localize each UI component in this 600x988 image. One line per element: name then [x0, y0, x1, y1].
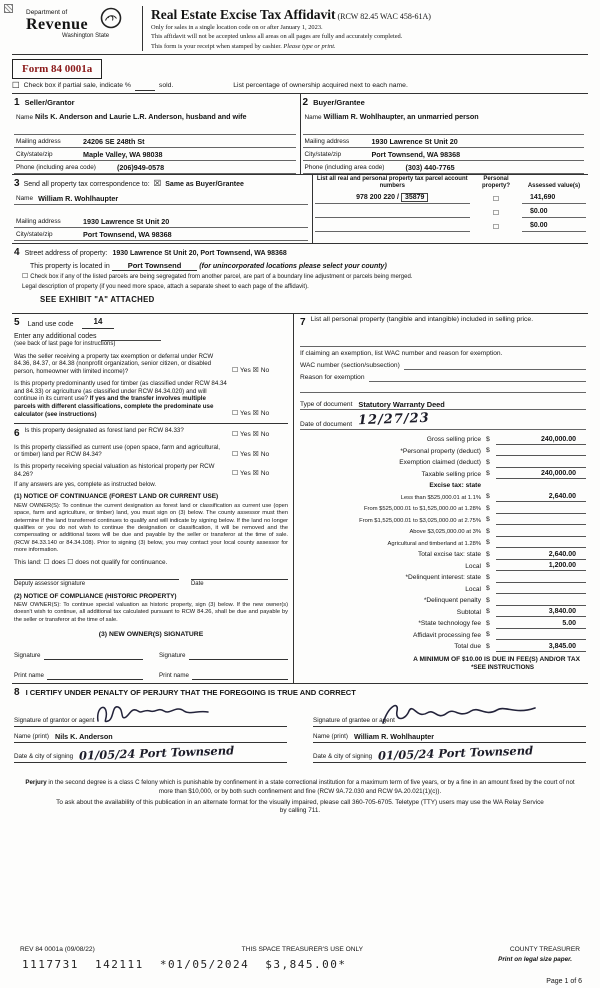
dept-line3: Washington State [62, 33, 110, 40]
personal-property-checkbox: ☐ [492, 222, 500, 231]
timber-question-row [14, 380, 288, 419]
personal-property-intro: List all personal property (tangible and intangible) included in selling price. [310, 315, 534, 323]
excise-label: Local [465, 585, 481, 593]
seller-mailing-row [14, 135, 296, 148]
parcel-table [312, 175, 588, 243]
partial-percent-blank [135, 84, 155, 91]
accessibility-notice: To ask about the availability of this publication in an alternate format for the visually impaired, please call 360-705-6705. Teletype (TTY) users may use the WA Relay Service by calling 711. [56, 798, 544, 815]
dollar-sign: $ [486, 608, 490, 616]
buyer-name-row [303, 111, 585, 135]
excise-row [300, 446, 586, 457]
dept-line2: Revenue [26, 16, 89, 34]
buyer-mailing-value: 1930 Lawrence St Unit 20 [371, 136, 458, 146]
seller-name-row [14, 111, 296, 135]
does-checkbox: ☐ [43, 557, 50, 566]
header-divider [142, 6, 143, 51]
land-qualify-row [14, 559, 288, 567]
assessed-value: 141,690 [522, 193, 586, 204]
grantor-signature-block [14, 701, 287, 763]
dollar-sign: $ [486, 493, 490, 501]
deputy-date-line: Date [191, 579, 288, 589]
excise-amount: 240,000.00 [496, 435, 586, 445]
type-of-document-value: Statutory Warranty Deed [358, 399, 445, 409]
partial-sale-row [12, 82, 588, 91]
date-of-document-label: Date of document [300, 420, 353, 428]
historic-question: Is this property receiving special valuation as historical property per RCW 84.26? [14, 463, 215, 478]
section-1-number: 1 [14, 96, 20, 108]
current-use-yes-checkbox: ☐ [232, 449, 239, 458]
buyer-name-value: William R. Wohlhaupter, an unmarried person [323, 111, 479, 121]
excise-row [300, 607, 586, 618]
section-6-number: 6 [14, 427, 20, 439]
legal-description-value: SEE EXHIBIT "A" ATTACHED [40, 294, 155, 304]
dept-line1: Department of [26, 9, 68, 16]
yes-label: Yes [240, 410, 251, 418]
dollar-sign: $ [486, 585, 490, 593]
section-4-number: 4 [14, 246, 20, 258]
dollar-sign: $ [486, 631, 490, 639]
dollar-sign: $ [486, 573, 490, 581]
header-note-3 [151, 43, 588, 51]
section-5-number: 5 [14, 316, 20, 328]
buyer-city-label: City/state/zip [304, 150, 342, 158]
parcel-row [315, 205, 586, 218]
notice-compliance-body: NEW OWNER(S): To continue special valuation as historic property, sign (3) below. If the new owner(s) doesn't wish to continue, all additional tax calculated pursuant to RCW 84.26, shall be due and payable by the seller or transferor at the time of sale. [14, 602, 288, 623]
unincorporated-note: (for unincorporated locations please select your county) [199, 262, 387, 270]
county-treasurer-label: COUNTY TREASURER [509, 946, 580, 954]
grantor-name-print-label: Name (print) [14, 733, 49, 741]
forest-yes-checkbox: ☐ [232, 430, 239, 439]
assessed-value: $0.00 [522, 221, 586, 232]
section-5-6-column [12, 314, 293, 683]
reason-exemption-label: Reason for exemption [300, 373, 365, 381]
deputy-assessor-row [14, 579, 288, 589]
new-owner-signature-row [14, 652, 288, 660]
exemption-yes-checkbox: ☐ [232, 366, 239, 375]
if-yes-note: If any answers are yes, complete as instructed below. [14, 481, 157, 488]
new-owner-signature-title: (3) NEW OWNER(S) SIGNATURE [98, 631, 204, 639]
excise-amount [496, 584, 586, 594]
deputy-assessor-signature-line: Deputy assessor signature [14, 579, 179, 589]
seller-mailing-value: 24206 SE 248th St [83, 136, 145, 146]
correspondence-name-value: William R. Wohlhaupter [38, 193, 119, 203]
excise-row [300, 538, 586, 549]
grantor-date-city-label: Date & city of signing [14, 753, 74, 761]
perjury-text: in the second degree is a class C felony which is punishable by confinement in a state correctional institution for a maximum term of five years, or by a fine in an amount fixed by the court of not more than $10,000, or by both such confinement and fine (RCW 9A.72.030 and RCW 9A.20.021(1)(c)). [46, 779, 575, 795]
section-8-certification [12, 684, 588, 767]
seller-mailing-label: Mailing address [16, 137, 61, 145]
section-6 [14, 423, 288, 681]
signature-label: Signature [14, 652, 41, 660]
exemption-claim-note: If claiming an exemption, list WAC number and reason for exemption. [300, 349, 503, 357]
correspondence-mailing-label: Mailing address [16, 217, 61, 225]
date-of-document-value: 12/27/23 [357, 411, 431, 429]
same-as-buyer-label: Same as Buyer/Grantee [165, 180, 244, 188]
grantor-date-city-value: 01/05/24 Port Townsend [78, 743, 235, 764]
forest-no-checkbox: ☒ [252, 430, 259, 439]
excise-label: Excise tax: state [429, 482, 481, 490]
dollar-sign: $ [486, 619, 490, 627]
receipt-note: This form is your receipt when stamped by cashier. [151, 42, 282, 50]
excise-amount [496, 596, 586, 606]
dollar-sign: $ [486, 458, 490, 466]
excise-row [300, 515, 586, 526]
form-number-row [12, 59, 588, 79]
grantee-name-value: William R. Wohlhaupter [354, 731, 435, 741]
buyer-mailing-row [303, 135, 585, 148]
dollar-sign: $ [486, 527, 490, 535]
section-3-correspondence [12, 175, 312, 243]
yes-label: Yes [240, 470, 251, 478]
does-label: does [51, 558, 66, 566]
ownership-percentage-note: List percentage of ownership acquired next to each name. [233, 82, 408, 90]
grantee-signature-block [313, 701, 586, 763]
assessed-values-header: Assessed value(s) [527, 182, 581, 189]
parcel-number-boxed: 35879 [401, 193, 428, 202]
perjury-lead: Perjury [25, 779, 47, 787]
section-2-number: 2 [302, 96, 309, 108]
excise-label: *State technology fee [418, 620, 481, 628]
grantor-signature-label: Signature of grantor or agent [14, 717, 95, 725]
excise-amount: 1,200.00 [496, 561, 586, 571]
excise-amount [496, 573, 586, 583]
parcel-number-text: 978 200 220 / [356, 193, 399, 201]
does-not-checkbox: ☐ [67, 557, 74, 566]
same-as-buyer-checkbox: ☒ [153, 178, 162, 189]
form-title: Real Estate Excise Tax Affidavit [151, 7, 336, 22]
type-or-print-note: Please type or print. [283, 42, 336, 50]
dollar-sign: $ [486, 435, 490, 443]
excise-row [300, 561, 586, 572]
section-8-number: 8 [14, 687, 20, 699]
buyer-phone-row [303, 161, 585, 174]
seller-name-label: Name [16, 113, 34, 121]
signature-blank [189, 652, 289, 660]
grantee-signature-label: Signature of grantee or agent [313, 717, 395, 725]
parcel-numbers-header: List all real and personal property tax parcel account numbers [316, 175, 468, 189]
excise-tax-table [300, 434, 586, 652]
correspondence-name-row [14, 192, 308, 205]
no-label: No [260, 450, 270, 458]
correspondence-parcels-sections [12, 174, 588, 243]
parcel-table-header [315, 176, 586, 190]
excise-amount [496, 515, 586, 525]
treasurer-space-label: THIS SPACE TREASURER'S USE ONLY [241, 946, 364, 954]
excise-amount: 3,840.00 [496, 607, 586, 617]
current-use-question-row [14, 444, 288, 460]
parcel-row [315, 219, 586, 232]
dollar-sign: $ [486, 504, 490, 512]
legal-size-note: Print on legal size paper. [498, 955, 572, 963]
excise-label: Above $3,025,000.00 at 3% [409, 529, 481, 536]
excise-label: Exemption claimed (deduct) [399, 459, 481, 467]
rev-form-id: REV 84 0001a (09/08/22) [20, 946, 95, 954]
parcel-number [315, 230, 470, 232]
personal-property-checkbox: ☐ [492, 208, 500, 217]
excise-label: Subtotal [456, 608, 481, 616]
timber-yes-checkbox: ☐ [232, 409, 239, 418]
excise-row [300, 584, 586, 595]
section-2-title: Buyer/Grantee [313, 97, 365, 107]
street-address-label: Street address of property: [24, 249, 108, 257]
dollar-sign: $ [486, 470, 490, 478]
excise-row [300, 526, 586, 537]
parcel-row [315, 191, 586, 204]
buyer-phone-label: Phone (including area code) [304, 163, 385, 171]
form-rcw-reference: (RCW 82.45 WAC 458-61A) [337, 12, 431, 21]
excise-row [300, 618, 586, 629]
seller-phone-value: (206)949-0578 [117, 162, 165, 172]
seller-name-value: Nils K. Anderson and Laurie L.R. Anderson, husband and wife [35, 111, 247, 121]
wac-number-label: WAC number (section/subsection) [300, 361, 400, 369]
excise-row [300, 434, 586, 445]
dollar-sign: $ [486, 562, 490, 570]
located-in-label: This property is located in [30, 262, 110, 270]
minimum-due-note: A MINIMUM OF $10.00 IS DUE IN FEE(S) AND/OR TAX [413, 655, 580, 663]
excise-amount [496, 630, 586, 640]
excise-row [300, 457, 586, 468]
located-in-value: Port Townsend [112, 261, 198, 271]
partial-sale-label: Check box if partial sale, indicate % [23, 82, 131, 90]
see-back-note: (see back of last page for instructions) [14, 340, 116, 347]
buyer-city-row [303, 148, 585, 161]
revenue-emblem-icon [100, 7, 122, 29]
does-not-label: does not qualify for continuance. [75, 558, 168, 566]
timber-no-checkbox: ☒ [252, 409, 259, 418]
no-label: No [260, 431, 270, 439]
assessed-value: $0.00 [522, 207, 586, 218]
excise-label: Total excise tax: state [417, 551, 481, 559]
excise-label: *Delinquent penalty [423, 597, 481, 605]
notice-continuance-title: (1) NOTICE OF CONTINUANCE (FOREST LAND OR CURRENT USE) [14, 493, 219, 501]
no-label: No [260, 470, 270, 478]
grantor-signature [92, 699, 222, 729]
buyer-city-value: Port Townsend, WA 98368 [371, 149, 461, 159]
correspondence-city-row [14, 228, 308, 241]
excise-label: *Delinquent interest: state [405, 574, 481, 582]
print-name-blank [47, 672, 143, 680]
seller-city-row [14, 148, 296, 161]
excise-amount [496, 538, 586, 548]
personal-property-blank [300, 329, 586, 347]
excise-amount [496, 458, 586, 468]
header-note-1: Only for sales in a single location code on or after January 1, 2023. [151, 23, 323, 31]
additional-codes-blank [101, 334, 161, 341]
middle-sections [12, 313, 588, 684]
parcel-number [315, 193, 470, 204]
perjury-notice [12, 779, 588, 796]
excise-amount [496, 446, 586, 456]
forest-question-row [14, 427, 288, 440]
print-name-blank [192, 672, 288, 680]
grantee-name-print-label: Name (print) [313, 733, 348, 741]
historic-yes-checkbox: ☐ [232, 469, 239, 478]
form-number-box: Form 84 0001a [12, 59, 102, 79]
excise-label: *Personal property (deduct) [400, 447, 481, 455]
signature-blank [44, 652, 144, 660]
wac-number-blank [404, 361, 586, 370]
footer [12, 946, 588, 972]
section-1-seller [12, 94, 300, 174]
excise-row [300, 503, 586, 514]
grantee-signature [379, 699, 539, 729]
page-number: Page 1 of 6 [546, 977, 582, 985]
grantor-name-value: Nils K. Anderson [55, 731, 113, 741]
no-label: No [260, 410, 270, 418]
excise-row [300, 630, 586, 641]
excise-label: Affidavit processing fee [412, 631, 481, 639]
exemption-question: Was the seller receiving a property tax exemption or deferral under RCW 84.36, 84.37, or 84.38 (nonprofit organization, senior citizen, or disabled person, homeowner with limited income)? [14, 352, 214, 376]
land-use-code-value: 14 [82, 317, 115, 328]
legal-description-label: Legal description of property (if you need more space, attach a separate sheet to each page of the affidavit). [22, 283, 309, 290]
buyer-mailing-label: Mailing address [304, 137, 350, 145]
section-4-property [12, 243, 588, 313]
buyer-name-label: Name [304, 113, 322, 121]
sold-label: sold. [158, 82, 174, 90]
timber-question-bold: If yes and the transfer involves multiple parcels with different classifications, complete the predominate use calculator (see instructions) [14, 395, 214, 418]
correspondence-city-label: City/state/zip [16, 230, 53, 238]
excise-row [300, 641, 586, 652]
grantee-date-city-label: Date & city of signing [313, 753, 373, 761]
excise-amount: 2,640.00 [496, 492, 586, 502]
correspondence-mailing-value: 1930 Lawrence St Unit 20 [83, 216, 170, 226]
current-use-no-checkbox: ☒ [252, 449, 259, 458]
seller-city-value: Maple Valley, WA 98038 [83, 149, 163, 159]
dollar-sign: $ [486, 516, 490, 524]
seller-phone-row [14, 161, 296, 174]
treasurer-stamp: 1117731 142111 *01/05/2024 $3,845.00* [22, 957, 347, 971]
personal-property-header: Personal property? [481, 175, 510, 189]
excise-amount: 5.00 [496, 619, 586, 629]
additional-codes-label: Enter any additional codes [14, 332, 97, 340]
excise-row [300, 595, 586, 606]
excise-label: Taxable selling price [421, 470, 481, 478]
section-2-buyer [300, 94, 589, 174]
correspondence-label: Send all property tax correspondence to: [23, 180, 150, 188]
forest-question: Is this property designated as forest land per RCW 84.33? [24, 426, 184, 434]
title-block [151, 6, 588, 51]
segregated-note: Check box if any of the listed parcels are being segregated from another parcel, are part of a boundary line adjustment or parcels being merged. [30, 274, 413, 281]
print-name-label: Print name [14, 672, 44, 680]
revenue-logo [12, 6, 134, 51]
segregated-checkbox: ☐ [22, 272, 29, 281]
certification-statement: I CERTIFY UNDER PENALTY OF PERJURY THAT THE FOREGOING IS TRUE AND CORRECT [25, 688, 356, 698]
print-name-label: Print name [159, 672, 189, 680]
this-land-label: This land: [14, 558, 42, 566]
seller-city-label: City/state/zip [16, 150, 53, 158]
excise-amount [496, 504, 586, 514]
yes-label: Yes [240, 431, 251, 439]
exemption-no-checkbox: ☒ [252, 366, 259, 375]
excise-row [300, 492, 586, 503]
yes-label: Yes [240, 450, 251, 458]
excise-amount [496, 527, 586, 537]
excise-label: From $1,525,000.01 to $3,025,000.00 at 2.75% [359, 517, 481, 524]
excise-label: Total due [454, 643, 481, 651]
current-use-question: Is this property classified as current use (open space, farm and agricultural, or timber) land per RCW 84.34? [14, 443, 221, 459]
seller-phone-label: Phone (including area code) [16, 163, 96, 171]
dollar-sign: $ [486, 642, 490, 650]
excise-label: Local [465, 562, 481, 570]
section-7-number: 7 [300, 316, 306, 328]
excise-label: Agricultural and timberland at 1.28% [387, 540, 481, 547]
dollar-sign: $ [486, 596, 490, 604]
partial-sale-checkbox: ☐ [12, 81, 20, 92]
excise-label: Less than $525,000.01 at 1.1% [400, 494, 481, 501]
correspondence-city-value: Port Townsend, WA 98368 [83, 229, 172, 239]
no-label: No [260, 367, 270, 375]
personal-property-checkbox: ☐ [492, 194, 500, 203]
correspondence-mailing-row [14, 215, 308, 228]
header [12, 4, 588, 55]
excise-row [300, 469, 586, 480]
header-note-2: This affidavit will not be accepted unless all areas on all pages are fully and accurately completed. [151, 33, 403, 41]
historic-no-checkbox: ☒ [252, 469, 259, 478]
dollar-sign: $ [486, 550, 490, 558]
parcel-number [315, 216, 470, 218]
excise-label: From $525,000.01 to $1,525,000.00 at 1.28% [364, 506, 481, 513]
notice-compliance-title: (2) NOTICE OF COMPLIANCE (HISTORIC PROPERTY) [14, 592, 177, 600]
dollar-sign: $ [486, 447, 490, 455]
exemption-extra-blank [300, 382, 586, 393]
excise-row [300, 549, 586, 560]
excise-amount: 240,000.00 [496, 469, 586, 479]
buyer-phone-value: (303) 440-7765 [405, 162, 455, 172]
new-owner-printname-row [14, 672, 288, 680]
land-use-code-label: Land use code [27, 320, 74, 328]
see-instructions-note: *SEE INSTRUCTIONS [471, 664, 534, 672]
dollar-sign: $ [486, 539, 490, 547]
grantee-date-city-value: 01/05/24 Port Townsend [377, 743, 534, 764]
timber-question: Is this property predominantly used for timber (as classified under RCW 84.34 and 84.33) or agriculture (as classified under RCW 84.34.020) and will continue in its current use? [14, 379, 227, 403]
historic-question-row [14, 463, 288, 479]
type-of-document-label: Type of document [300, 400, 353, 408]
section-7-column [293, 314, 588, 683]
yes-label: Yes [240, 367, 251, 375]
street-address-value: 1930 Lawrence St Unit 20, Port Townsend, WA 98368 [112, 249, 287, 257]
excise-label: Gross selling price [426, 436, 481, 444]
exemption-question-row [14, 353, 288, 376]
excise-amount: 2,640.00 [496, 550, 586, 560]
seller-buyer-sections [12, 93, 588, 174]
correspondence-spacer [14, 205, 308, 215]
notice-continuance-body: NEW OWNER(S): To continue the current designation as forest land or classification as current use (open space, farm and agriculture, or timber) land, you must sign on (3) below. The county assessor must then determine if the land transferred continues to qualify and will indicate by signing below. If the land no longer qualifies or you do not wish to continue the designation or classification, it will be removed and the compensating or additional taxes will be due and payable by the seller or transferor at the time of sale. (RCW 84.33.140 or 84.34.108). Prior to signing (3) below, you may contact your local county assessor for more information. [14, 502, 288, 554]
reason-exemption-blank [369, 373, 586, 382]
section-1-title: Seller/Grantor [24, 97, 75, 107]
excise-row [300, 480, 586, 491]
excise-amount: 3,845.00 [496, 642, 586, 652]
section-3-number: 3 [14, 177, 20, 189]
signature-label: Signature [159, 652, 186, 660]
excise-row [300, 572, 586, 583]
correspondence-name-label: Name [16, 194, 34, 202]
